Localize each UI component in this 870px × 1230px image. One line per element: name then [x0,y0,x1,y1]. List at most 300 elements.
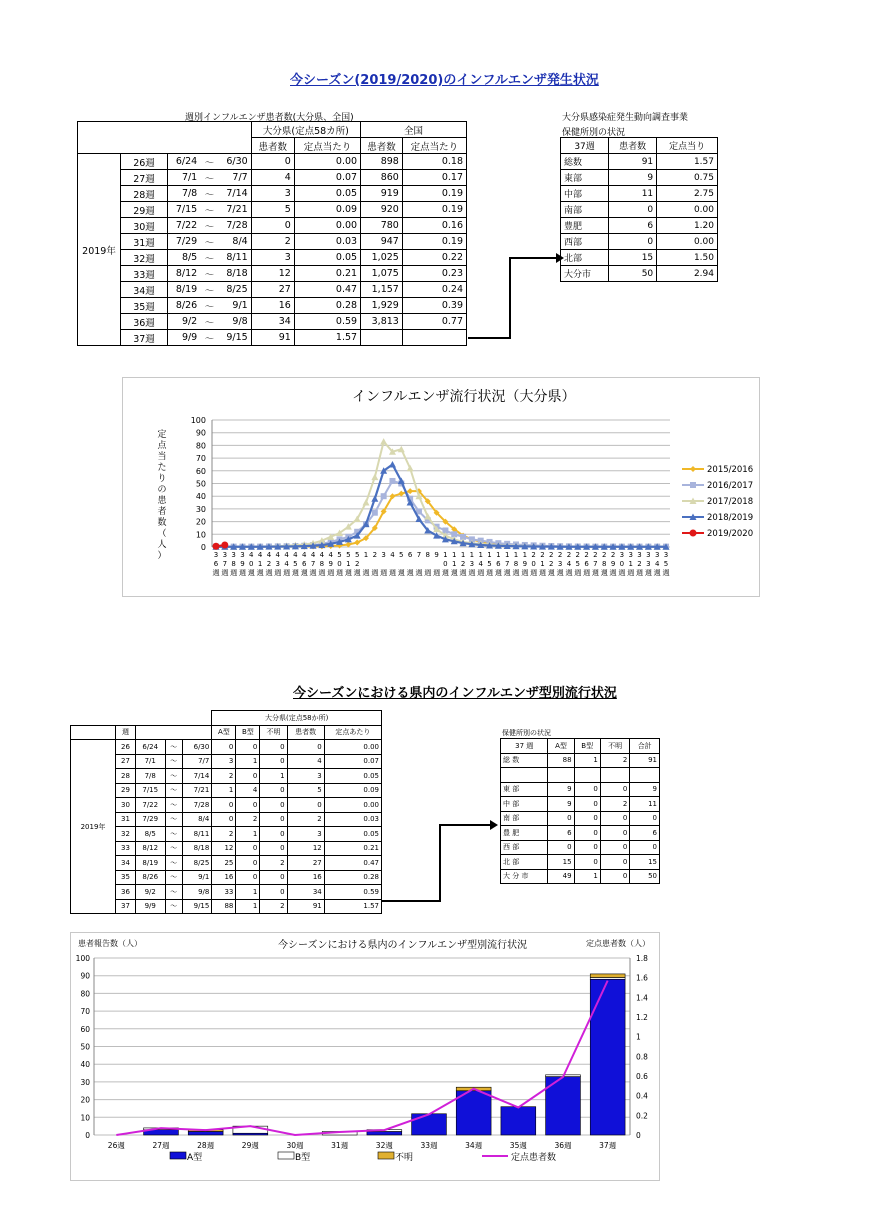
x-tick-label: 3 8 週 [230,551,238,577]
oita-patients: 16 [251,298,294,314]
week-cell: 30 [116,798,136,813]
type-hc-table [500,738,660,884]
hc-rate: 1.20 [657,218,718,234]
table-row [78,314,467,330]
col-per-sentinel-national: 定点当たり [402,138,466,154]
data-point [424,513,431,520]
x-tick-label: 33週 [420,1141,438,1150]
x-tick-label: 2 週 [371,551,379,577]
table-row [78,186,467,202]
type-section-title: 今シーズンにおける県内のインフルエンザ型別流行状況 [293,686,617,701]
b-count: 4 [236,783,260,798]
table-row [501,811,660,826]
a-count: 0 [212,812,236,827]
x-tick-label: 1 6 週 [494,551,502,577]
thc-name: 西 部 [501,840,548,855]
patients: 12 [287,841,324,856]
thc-total: 15 [630,855,660,870]
x-tick-label: 2 8 週 [600,551,608,577]
thc-unknown: 0 [600,869,630,884]
type-col-a: A型 [212,725,236,740]
thc-total: 9 [630,782,660,797]
x-tick-label: 2 6 週 [583,551,591,577]
y2-tick-label: 1.4 [636,993,648,1003]
x-tick-label: 4 0 週 [247,551,255,577]
from-date: 8/26 [135,870,165,885]
a-count: 0 [212,740,236,755]
hc-patients: 0 [609,234,657,250]
from-date: 7/29 [135,812,165,827]
col-patients-national: 患者数 [361,138,403,154]
x-tick-label: 2 7 週 [591,551,599,577]
from-date: 7/8 [168,186,201,202]
oita-patients: 0 [251,154,294,170]
thc-name: 東 部 [501,782,548,797]
patients: 34 [287,885,324,900]
rate: 1.57 [324,899,381,914]
national-rate: 0.39 [402,298,466,314]
table-row [78,330,467,346]
legend-entry: 2019/2020 [707,529,754,539]
thc-col-b: B型 [574,739,600,754]
from-date: 8/12 [168,266,201,282]
hc-col-patients: 患者数 [609,138,657,154]
oita-rate: 1.57 [294,330,360,346]
col-patients: 患者数 [251,138,294,154]
thc-name: 総 数 [501,753,548,768]
b-count: 0 [236,740,260,755]
y2-tick-label: 0.8 [636,1052,648,1062]
x-tick-label: 3 9 週 [238,551,246,577]
table-row [561,234,718,250]
table-row [561,250,718,266]
table-row [501,840,660,855]
week-cell: 32週 [121,250,168,266]
tilde: ～ [165,899,182,914]
legend-entry: A型 [187,1153,203,1163]
x-tick-label: 2 2 週 [547,551,555,577]
national-rate: 0.17 [402,170,466,186]
thc-a: 49 [548,869,574,884]
y-tick-label: 100 [75,954,90,963]
y-tick-label: 70 [195,454,206,464]
type-col-week: 週 [116,725,136,740]
patients: 3 [287,769,324,784]
national-patients [361,330,403,346]
y-tick-label: 20 [80,1095,90,1105]
from-date: 7/8 [135,769,165,784]
patients: 5 [287,783,324,798]
thc-col-unknown: 不明 [600,739,630,754]
table-row [561,266,718,282]
x-tick-label: 6 週 [406,551,414,577]
y2-tick-label: 1.6 [636,973,648,983]
tilde: ～ [200,314,218,330]
x-tick-label: 1 週 [362,551,370,577]
table-row [71,812,382,827]
week-cell: 32 [116,827,136,842]
x-tick-label: 35週 [509,1141,527,1150]
x-tick-label: 1 9 週 [521,551,529,577]
y-tick-label: 50 [195,479,206,489]
table-row [78,266,467,282]
thc-unknown: 2 [600,797,630,812]
a-count: 12 [212,841,236,856]
hc-patients: 11 [609,186,657,202]
hc-name: 総数 [561,154,609,170]
thc-total: 91 [630,753,660,768]
a-count: 1 [212,783,236,798]
hc-col-rate: 定点当り [657,138,718,154]
thc-b: 0 [574,840,600,855]
table-row [78,250,467,266]
thc-b: 0 [574,811,600,826]
data-point [389,461,396,468]
national-patients: 1,929 [361,298,403,314]
y-axis-label: 定 [157,430,167,440]
national-rate: 0.23 [402,266,466,282]
oita-patients: 3 [251,250,294,266]
a-count: 33 [212,885,236,900]
from-date: 8/5 [168,250,201,266]
x-tick-label: 36週 [554,1141,572,1150]
week-cell: 34週 [121,282,168,298]
unknown-count: 2 [260,856,287,871]
x-tick-label: 5 1 週 [344,551,352,577]
oita-patients: 2 [251,234,294,250]
y-tick-label: 20 [195,517,206,527]
week-cell: 27 [116,754,136,769]
thc-b: 0 [574,855,600,870]
to-date: 9/8 [218,314,251,330]
from-date: 9/2 [135,885,165,900]
oita-patients: 91 [251,330,294,346]
x-tick-label: 9 週 [433,551,441,577]
week-cell: 30週 [121,218,168,234]
table-row [71,899,382,914]
patients: 0 [287,798,324,813]
bar-不明 [590,974,625,978]
hc-col-week: 37週 [561,138,609,154]
y-axis-label: り [157,474,167,484]
thc-unknown: 0 [600,840,630,855]
to-date: 7/28 [218,218,251,234]
oita-rate: 0.21 [294,266,360,282]
thc-a: 9 [548,797,574,812]
legend-entry: 2018/2019 [707,513,754,523]
oita-patients: 27 [251,282,294,298]
y2-tick-label: 0.2 [636,1111,648,1121]
thc-unknown: 0 [600,811,630,826]
to-date: 8/11 [182,827,212,842]
x-tick-label: 2 3 週 [556,551,564,577]
to-date: 8/11 [218,250,251,266]
rate: 0.47 [324,856,381,871]
table-row [561,154,718,170]
x-tick-label: 2 5 週 [574,551,582,577]
year-label: 2019年 [71,740,116,914]
thc-a: 15 [548,855,574,870]
y2-tick-label: 1.8 [636,954,648,963]
thc-b: 1 [574,869,600,884]
x-tick-label: 4 7 週 [309,551,317,577]
tilde: ～ [200,266,218,282]
patients: 27 [287,856,324,871]
thc-a [548,768,574,783]
week-cell: 37週 [121,330,168,346]
tilde: ～ [165,812,182,827]
unknown-count: 0 [260,827,287,842]
hc-patients: 9 [609,170,657,186]
table-row [501,782,660,797]
legend-marker [690,482,696,488]
national-rate: 0.77 [402,314,466,330]
table-row [71,754,382,769]
national-rate: 0.19 [402,234,466,250]
type-table [70,710,382,914]
tilde: ～ [200,218,218,234]
week-cell: 29 [116,783,136,798]
data-point [372,510,378,516]
thc-a: 88 [548,753,574,768]
thc-name [501,768,548,783]
x-tick-label: 2 0 週 [530,551,538,577]
national-patients: 947 [361,234,403,250]
to-date: 6/30 [218,154,251,170]
table-row [71,827,382,842]
to-date: 7/28 [182,798,212,813]
to-date: 9/8 [182,885,212,900]
chart-title: 今シーズンにおける県内のインフルエンザ型別流行状況 [278,940,528,951]
y-tick-label: 40 [80,1060,90,1070]
y-tick-label: 0 [200,543,206,552]
table-row [71,740,382,755]
table-row [78,298,467,314]
thc-total: 6 [630,826,660,841]
y-axis-label: 患者報告数（人） [78,939,142,948]
tilde: ～ [200,298,218,314]
x-tick-label: 27週 [152,1141,170,1150]
x-tick-label: 4 4 週 [283,551,291,577]
national-patients: 1,075 [361,266,403,282]
y2-tick-label: 1.2 [636,1013,648,1022]
to-date: 8/4 [182,812,212,827]
a-count: 0 [212,798,236,813]
y-tick-label: 30 [80,1077,90,1087]
a-count: 3 [212,754,236,769]
table-row [78,234,467,250]
national-patients: 1,157 [361,282,403,298]
col-per-sentinel: 定点当たり [294,138,360,154]
legend-entry: B型 [295,1153,311,1163]
y-tick-label: 80 [195,441,206,451]
hc-rate: 1.57 [657,154,718,170]
table-row [71,885,382,900]
national-patients: 898 [361,154,403,170]
thc-a: 6 [548,826,574,841]
x-tick-label: 3 5 週 [662,551,670,577]
from-date: 7/1 [168,170,201,186]
data-point [363,499,370,506]
table-row [501,753,660,768]
rate: 0.28 [324,870,381,885]
x-tick-label: 1 3 週 [468,551,476,577]
tilde: ～ [200,234,218,250]
page-title: 今シーズン(2019/2020)のインフルエンザ発生状況 [290,73,599,88]
x-tick-label: 3 7 週 [221,551,229,577]
tilde: ～ [200,186,218,202]
hc-patients: 50 [609,266,657,282]
patients: 91 [287,899,324,914]
y-axis-label: 当 [157,452,167,462]
a-count: 2 [212,769,236,784]
tilde: ～ [200,154,218,170]
table-row [501,826,660,841]
week-cell: 27週 [121,170,168,186]
national-rate: 0.19 [402,202,466,218]
oita-patients: 4 [251,170,294,186]
legend-swatch [378,1152,394,1159]
to-date: 8/25 [182,856,212,871]
y-axis-label: 数 [157,518,167,528]
thc-name: 大 分 市 [501,869,548,884]
x-tick-label: 1 2 週 [459,551,467,577]
hc-patients: 91 [609,154,657,170]
from-date: 7/29 [168,234,201,250]
y2-tick-label: 0 [636,1131,641,1140]
type-group-header: 大分県(定点58か所) [212,711,382,726]
rate: 0.03 [324,812,381,827]
national-patients: 860 [361,170,403,186]
hc-name: 南部 [561,202,609,218]
thc-total: 11 [630,797,660,812]
b-count: 1 [236,899,260,914]
oita-rate: 0.00 [294,154,360,170]
rate: 0.00 [324,798,381,813]
tilde: ～ [200,170,218,186]
from-date: 7/22 [135,798,165,813]
series-line-2017/2018 [216,442,666,547]
table-row [78,218,467,234]
national-patients: 919 [361,186,403,202]
week-cell: 33 [116,841,136,856]
to-date: 7/21 [218,202,251,218]
table-row [71,769,382,784]
x-tick-label: 4 8 週 [318,551,326,577]
week-cell: 35週 [121,298,168,314]
x-tick-label: 7 週 [415,551,423,577]
b-count: 1 [236,885,260,900]
unknown-count: 0 [260,783,287,798]
x-tick-label: 5 0 週 [336,551,344,577]
y-axis-label: 人 [157,540,167,550]
x-tick-label: 37週 [599,1141,617,1150]
y-tick-label: 0 [85,1131,90,1140]
thc-total [630,768,660,783]
national-rate: 0.16 [402,218,466,234]
y-tick-label: 60 [80,1024,90,1034]
from-date: 8/19 [135,856,165,871]
x-tick-label: 4 2 週 [265,551,273,577]
to-date: 9/1 [182,870,212,885]
oita-rate: 0.28 [294,298,360,314]
x-tick-label: 4 9 週 [327,551,335,577]
thc-unknown: 2 [600,753,630,768]
b-count: 0 [236,856,260,871]
week-cell: 31 [116,812,136,827]
to-date: 9/1 [218,298,251,314]
from-date: 7/15 [135,783,165,798]
x-tick-label: 3 3 週 [644,551,652,577]
to-date: 9/15 [218,330,251,346]
tilde: ～ [165,798,182,813]
week-cell: 28週 [121,186,168,202]
b-count: 0 [236,798,260,813]
data-point [371,474,378,481]
y-tick-label: 10 [195,530,206,540]
week-cell: 26 [116,740,136,755]
to-date: 8/4 [218,234,251,250]
x-tick-label: 1 8 週 [512,551,520,577]
week-cell: 28 [116,769,136,784]
oita-patients: 34 [251,314,294,330]
oita-rate: 0.03 [294,234,360,250]
oita-patients: 0 [251,218,294,234]
y-axis-label: ） [157,551,167,561]
x-tick-label: 3 2 週 [636,551,644,577]
unknown-count: 0 [260,841,287,856]
oita-patients: 12 [251,266,294,282]
tilde: ～ [165,769,182,784]
to-date: 8/18 [182,841,212,856]
y-tick-label: 100 [190,416,206,425]
thc-name: 中 部 [501,797,548,812]
oita-rate: 0.05 [294,250,360,266]
x-tick-label: 2 9 週 [609,551,617,577]
tilde: ～ [165,783,182,798]
x-tick-label: 3 6 週 [212,551,220,577]
a-count: 25 [212,856,236,871]
tilde: ～ [165,885,182,900]
from-date: 8/19 [168,282,201,298]
patients: 3 [287,827,324,842]
health-center-table [560,137,718,282]
x-tick-label: 8 週 [424,551,432,577]
unknown-count: 0 [260,885,287,900]
x-tick-label: 5 2 週 [353,551,361,577]
y-tick-label: 40 [195,492,206,502]
thc-total: 0 [630,840,660,855]
week-cell: 33週 [121,266,168,282]
table-row [78,202,467,218]
tilde: ～ [200,282,218,298]
type-col-rate: 定点あたり [324,725,381,740]
national-patients: 920 [361,202,403,218]
x-tick-label: 4 1 週 [256,551,264,577]
x-tick-label: 3 週 [380,551,388,577]
chart-title: インフルエンザ流行状況（大分県） [352,389,576,405]
b-count: 0 [236,841,260,856]
thc-col-week: 37 週 [501,739,548,754]
patients: 16 [287,870,324,885]
x-tick-label: 3 1 週 [627,551,635,577]
rate: 0.05 [324,827,381,842]
hc-name: 中部 [561,186,609,202]
to-date: 7/7 [182,754,212,769]
y2-axis-label: 定点患者数（人） [586,939,650,948]
week-cell: 36週 [121,314,168,330]
legend-entry: 定点患者数 [511,1153,557,1163]
